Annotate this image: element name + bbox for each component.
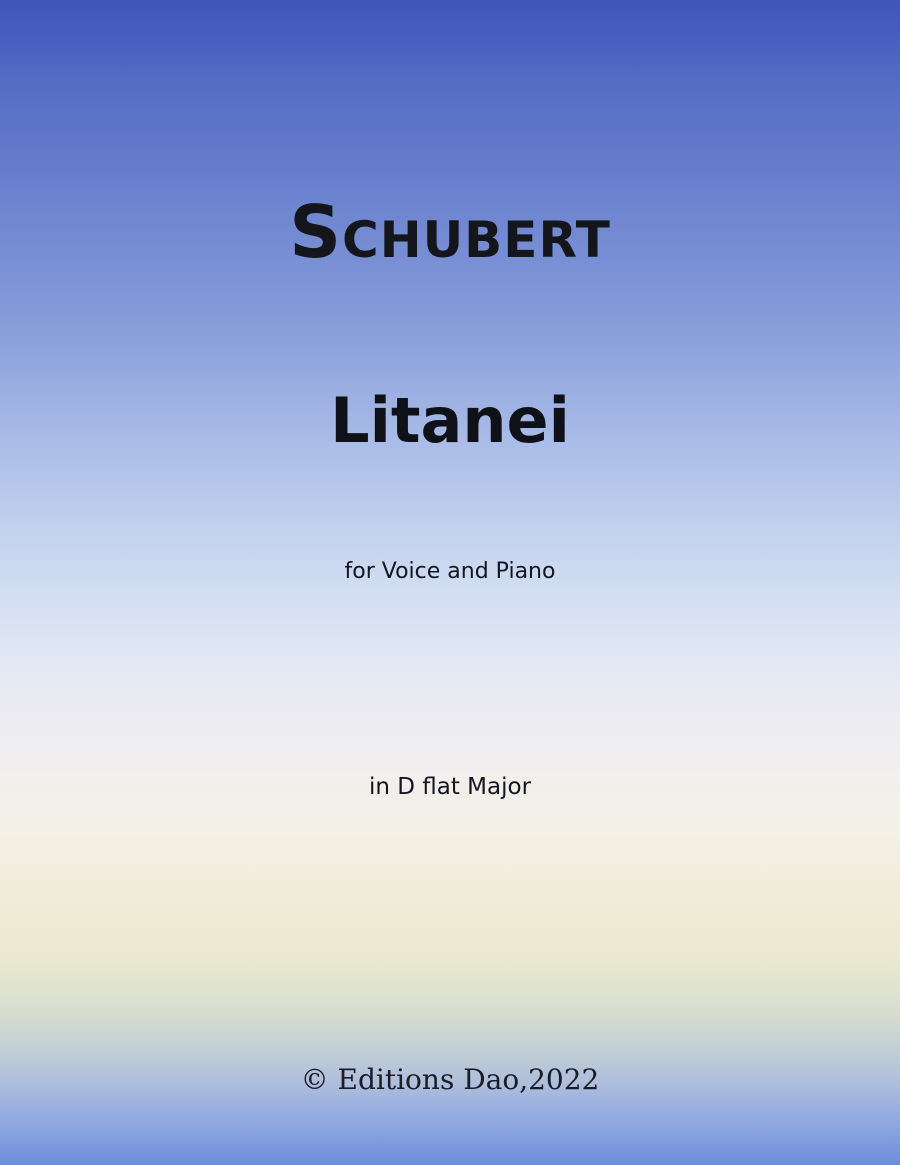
instrumentation-subtitle: for Voice and Piano: [344, 559, 556, 584]
copyright-notice: © Editions Dao,2022: [300, 1063, 600, 1096]
composer-name: Schubert: [289, 190, 611, 274]
page-title: Litanei: [330, 384, 570, 457]
key-signature-label: in D flat Major: [368, 774, 532, 800]
